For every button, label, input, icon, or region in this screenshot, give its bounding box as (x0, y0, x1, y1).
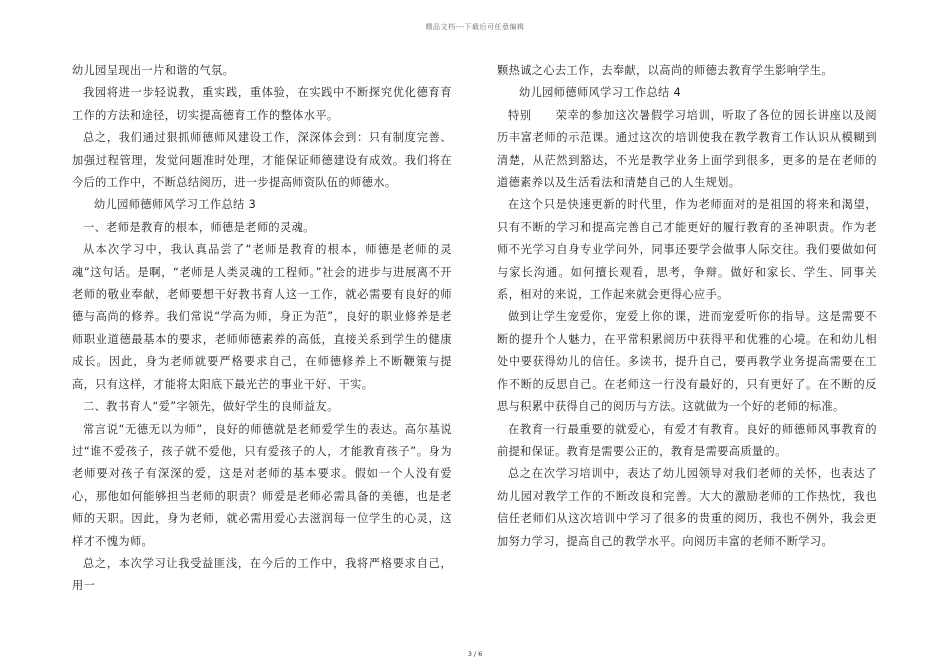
paragraph: 从本次学习中，我认真品尝了“老师是教育的根本，师德是老师的灵魂”这句话。是啊，“老师是人类灵魂的工程师。”社会的进步与进展离不开老师的敬业奉献，老师要想干好教书育人这一工作，就必需要有良好的师德与高尚的修养。我们常说“学高为师，身正为范”，良好的职业修养是老师职业道德最基本的要求，老师师德素养的高低，直接关系到学生的健康成长。因此，身为老师就要严格要求自己，在师德修养上不断鞭策与提高，只有这样，才能将太阳底下最光芒的事业干好、干实。 (72, 243, 452, 391)
paragraph: 总之，本次学习让我受益匪浅，在今后的工作中，我将严格要求自己，用一 (72, 556, 452, 593)
right-column (497, 60, 877, 553)
paragraph: 在教育一行最重要的就爱心，有爱才有教育。良好的师德师风事教育的前提和保证。教育是需要公正的，教育是需要高质量的。 (497, 422, 877, 458)
section-title: 幼儿园师德师风学习工作总结 4 (519, 86, 682, 100)
paragraph: 我园将进一步轻说教，重实践，重体验，在实践中不断探究优化德育育工作的方法和途径，切实提高德育工作的整体水平。 (72, 86, 452, 122)
paragraph: 颗热诚之心去工作，去奉献，以高尚的师德去教育学生影响学生。 (497, 64, 834, 77)
section-title: 幼儿园师德师风学习工作总结 3 (94, 198, 257, 212)
paragraph: 在这个只是快速更新的时代里，作为老师面对的是祖国的将来和渴望，只有不断的学习和提高完善自己才能更好的履行教育的圣神职责。作为老师不光学习自身专业学问外，同事还要学会做事人际交往。我们要做如何与家长沟通。如何擅长观看，思考，争辩。做好和家长、学生、同事关系，相对的来说，工作起来就会更得心应手。 (497, 198, 877, 302)
page-number: 3 / 6 (467, 650, 483, 658)
paragraph: 幼儿园呈现出一片和谐的气氛。 (72, 64, 235, 77)
page-header: 精品文档---下载后可任意编辑 (425, 23, 525, 31)
paragraph: 二、教书育人“爱”字领先，做好学生的良师益友。 (83, 400, 339, 414)
paragraph: 一、老师是教育的根本，师德是老师的灵魂。 (83, 220, 315, 234)
paragraph: 做到让学生宠爱你，宠爱上你的课，进而宠爱听你的指导。这是需要不断的提升个人魅力，在平常积累阅历中获得平和优雅的心境。在和幼儿相处中要获得幼儿的信任。多读书，提升自己，要再教学业务提高需要在工作不断的反思自己。在老师这一行没有最好的，只有更好了。在不断的反思与积累中获得自己的阅历与方法。这就做为一个好的老师的标准。 (497, 310, 877, 414)
paragraph: 常言说“无德无以为师”，良好的师德就是老师爱学生的表达。高尔基说过“谁不爱孩子，孩子就不爱他，只有爱孩子的人，才能教育孩子”。身为老师要对孩子有深深的爱，这是对老师的基本要求。假如一个人没有爱心，那他如何能够担当老师的职责？师爱是老师必需具备的美德，也是老师的天职。因此，身为老师，就必需用爱心去滋润每一位学生的心灵，这样才不愧为师。 (72, 422, 452, 548)
paragraph: 特别 荣幸的参加这次暑假学习培训，听取了各位的园长讲座以及阅历丰富老师的示范课。通过这次的培训使我在教学教育工作认识从模糊到清楚，从茫然到豁达，不光是教学业务上面学到很多，更多的是在老师的道德素养以及生活看法和清楚自己的人生规划。 (497, 108, 877, 190)
paragraph: 总之，我们通过狠抓师德师风建设工作，深深体会到：只有制度完善、加强过程管理，发觉问题准时处理，才能保证师德建设有成效。我们将在今后的工作中，不断总结阅历，进一步提高师资队伍的师德水。 (72, 131, 452, 190)
left-column (72, 60, 452, 598)
paragraph: 总之在次学习培训中，表达了幼儿园领导对我们老师的关怀，也表达了幼儿园对教学工作的不断改良和完善。大大的激励老师的工作热忱，我也信任老师们从这次培训中学习了很多的贵重的阅历，我也不例外，我会更加努力学习，提高自己的教学水平。向阅历丰富的老师不断学习。 (497, 467, 877, 548)
